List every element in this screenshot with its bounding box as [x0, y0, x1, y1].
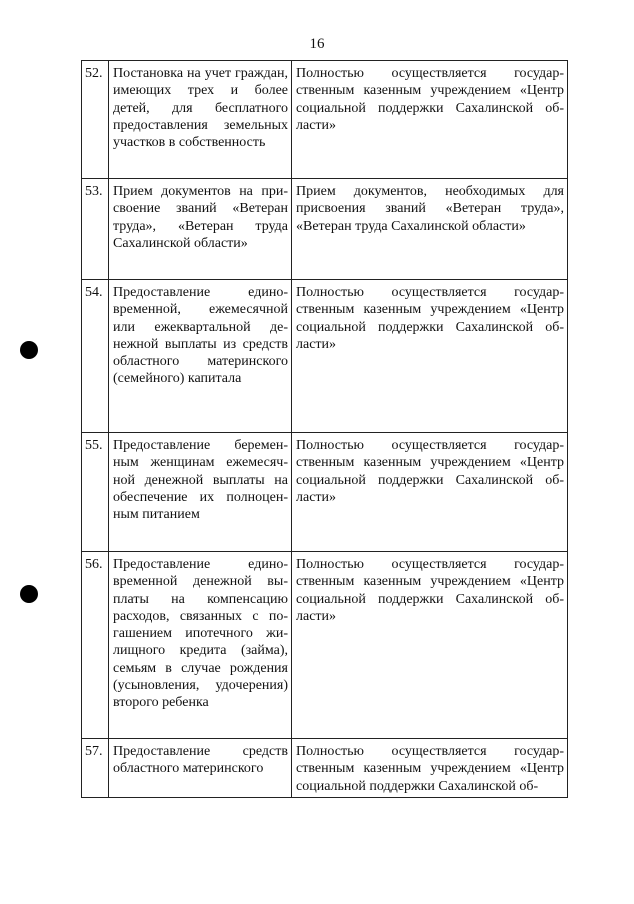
service-name: Предоставление средств областного материнского: [109, 739, 292, 798]
service-provision: Прием документов, необходимых для присвоения званий «Ветеран труда», «Ветеран труда Сахалинской области»: [292, 179, 568, 280]
service-name: Прием документов на присвоение званий «Ветеран труда», «Ветеран труда Сахалинской области»: [109, 179, 292, 280]
table-row: [82, 61, 568, 179]
row-number: 52.: [82, 61, 109, 179]
row-number: 55.: [82, 433, 109, 552]
service-provision: Полностью осуществляется государственным казенным учреждением «Центр социальной поддержки Сахалинской области»: [292, 61, 568, 179]
service-name: Постановка на учет граждан, имеющих трех и более детей, для бесплатного предоставления земельных участков в собственность: [109, 61, 292, 179]
services-table: [81, 60, 568, 798]
service-provision: Полностью осуществляется государственным казенным учреждением «Центр социальной поддержки Сахалинской области»: [292, 552, 568, 739]
row-number: 53.: [82, 179, 109, 280]
table-row: [82, 179, 568, 280]
service-provision: Полностью осуществляется государственным казенным учреждением «Центр социальной поддержки Сахалинской области»: [292, 433, 568, 552]
service-name: Предоставление беременным женщинам ежемесячной денежной выплаты на обеспечение их полноценным питанием: [109, 433, 292, 552]
binder-hole-lower: [20, 585, 38, 603]
table-row: [82, 433, 568, 552]
table-row: [82, 739, 568, 798]
service-name: Предоставление единовременной, ежемесячной или ежеквартальной денежной выплаты из средств областного материнского (семейного) капитала: [109, 280, 292, 433]
row-number: 57.: [82, 739, 109, 798]
binder-hole-upper: [20, 341, 38, 359]
service-provision: Полностью осуществляется государственным казенным учреждением «Центр социальной поддержки Сахалинской области»: [292, 280, 568, 433]
row-number: 56.: [82, 552, 109, 739]
service-name: Предоставление единовременной денежной выплаты на компенсацию расходов, связанных с погашением ипотечного жилищного кредита (займа), семьям в случае рождения (усыновления, удочерения) второго ребенка: [109, 552, 292, 739]
table-row: [82, 280, 568, 433]
table-row: [82, 552, 568, 739]
service-provision: Полностью осуществляется государственным казенным учреждением «Центр социальной поддержки Сахалинской об-: [292, 739, 568, 798]
page-number: 16: [309, 36, 325, 52]
row-number: 54.: [82, 280, 109, 433]
